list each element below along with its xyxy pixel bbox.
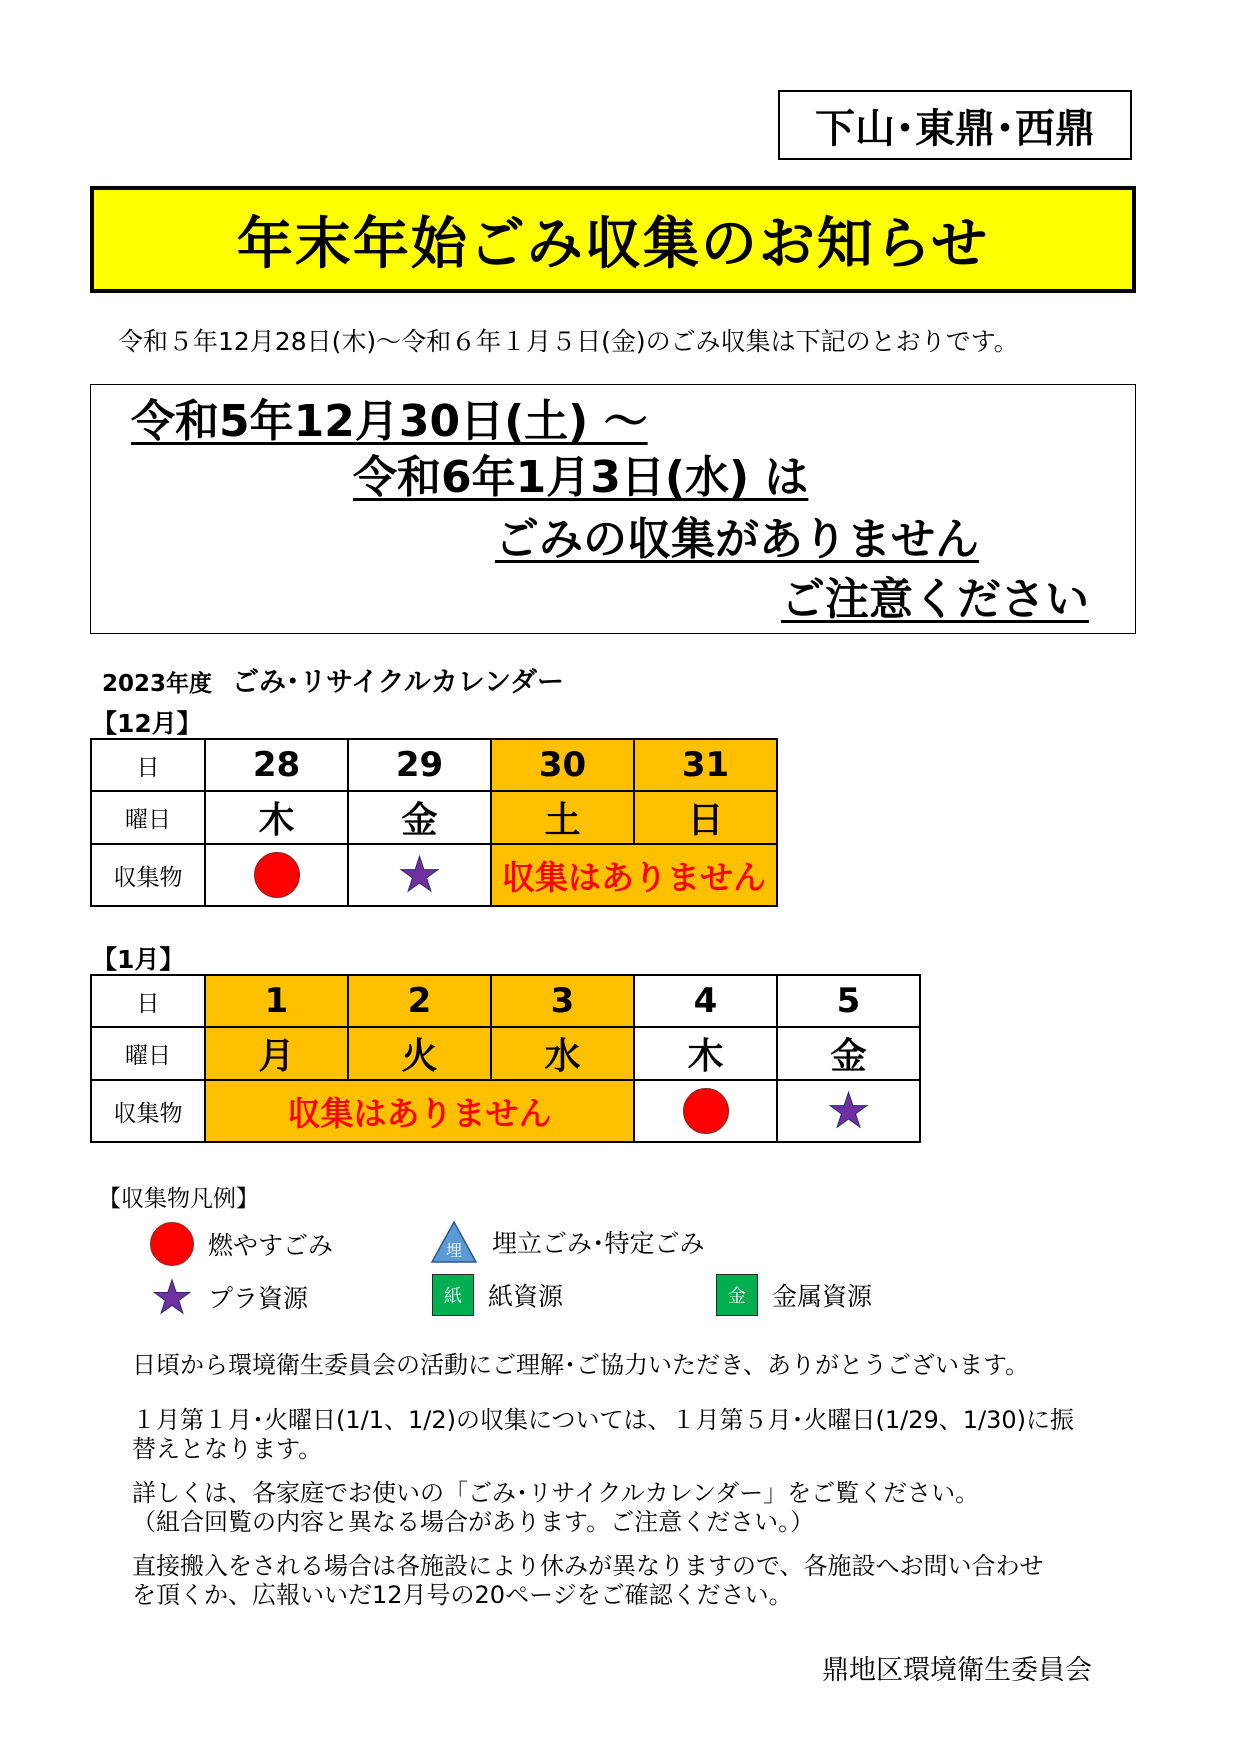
january-weekday: 金 — [777, 1027, 920, 1080]
plastic-star-icon: ★ — [826, 1083, 871, 1139]
january-day: 3 — [491, 975, 634, 1027]
paragraph-details-2: （組合回覧の内容と異なる場合があります。ご注意ください。） — [132, 1508, 815, 1536]
notice-line-1: 令和5年12月30日(土) ～ — [131, 396, 648, 447]
legend-paper — [432, 1274, 563, 1316]
paragraph-reschedule-1: １月第１月･火曜日(1/1、1/2)の収集については、１月第５月･火曜日(1/29、1/30)に振 — [132, 1406, 1075, 1434]
burnable-icon — [254, 852, 300, 898]
paper-square-icon: 紙 — [432, 1274, 474, 1316]
paragraph-direct-2: を頂くか、広報いいだ12月号の20ページをご確認ください。 — [132, 1581, 793, 1609]
intro-text: 令和５年12月28日(木)～令和６年１月５日(金)のごみ収集は下記のとおりです。 — [118, 327, 1019, 356]
row-label-weekday: 曜日 — [91, 1027, 205, 1080]
calendar-name: ごみ･リサイクルカレンダー — [232, 667, 564, 698]
january-table — [90, 974, 921, 1143]
january-day: 2 — [348, 975, 491, 1027]
january-weekday: 木 — [634, 1027, 777, 1080]
legend-burnable — [150, 1222, 333, 1266]
january-item-cell — [777, 1080, 920, 1142]
row-label-weekday: 曜日 — [91, 791, 205, 844]
burnable-icon — [683, 1088, 729, 1134]
december-item-cell — [348, 844, 491, 906]
december-item-cell — [205, 844, 348, 906]
december-weekday: 日 — [634, 791, 777, 844]
legend-plastic — [150, 1270, 309, 1324]
december-no-collection: 収集はありません — [491, 844, 777, 906]
january-label: 【1月】 — [92, 945, 185, 974]
december-day: 31 — [634, 739, 777, 791]
row-label-items: 収集物 — [91, 1080, 205, 1142]
january-day: 5 — [777, 975, 920, 1027]
page-title: 年末年始ごみ収集のお知らせ — [90, 186, 1136, 293]
december-day: 29 — [348, 739, 491, 791]
notice-line-4: ご注意ください — [781, 574, 1089, 625]
notice-line-2: 令和6年1月3日(水) は — [353, 452, 809, 503]
january-weekday: 火 — [348, 1027, 491, 1080]
notice-box — [90, 384, 1136, 634]
row-label-day: 日 — [91, 739, 205, 791]
calendar-title — [102, 660, 564, 699]
december-weekday: 木 — [205, 791, 348, 844]
legend-metal — [716, 1274, 872, 1316]
december-day: 30 — [491, 739, 634, 791]
triangle-icon — [430, 1220, 478, 1264]
january-day: 4 — [634, 975, 777, 1027]
footer-organization: 鼎地区環境衛生委員会 — [822, 1655, 1092, 1686]
calendar-year: 2023年度 — [102, 671, 213, 697]
january-no-collection: 収集はありません — [205, 1080, 634, 1142]
january-item-cell — [634, 1080, 777, 1142]
purple-star-icon: ★ — [151, 1270, 193, 1324]
paragraph-thanks: 日頃から環境衛生委員会の活動にご理解･ご協力いただき、ありがとうございます。 — [132, 1351, 1030, 1379]
paragraph-direct-1: 直接搬入をされる場合は各施設により休みが異なりますので、各施設へお問い合わせ — [132, 1552, 1044, 1580]
december-day: 28 — [205, 739, 348, 791]
legend-metal-label: 金属資源 — [772, 1282, 873, 1311]
area-label: 下山･東鼎･西鼎 — [778, 90, 1132, 160]
legend-plastic-label: プラ資源 — [208, 1284, 309, 1313]
december-table — [90, 738, 778, 907]
december-weekday: 土 — [491, 791, 634, 844]
triangle-icon-glyph: 埋 — [445, 1241, 462, 1260]
row-label-day: 日 — [91, 975, 205, 1027]
row-label-items: 収集物 — [91, 844, 205, 906]
plastic-star-icon: ★ — [397, 847, 442, 903]
legend-title: 【収集物凡例】 — [98, 1186, 259, 1212]
notice-line-3: ごみの収集がありません — [495, 514, 979, 565]
paragraph-reschedule-2: 替えとなります。 — [132, 1435, 323, 1463]
january-weekday: 月 — [205, 1027, 348, 1080]
legend-landfill — [430, 1220, 705, 1264]
red-circle-icon — [150, 1222, 194, 1266]
january-day: 1 — [205, 975, 348, 1027]
metal-square-icon: 金 — [716, 1274, 758, 1316]
january-weekday: 水 — [491, 1027, 634, 1080]
paragraph-details-1: 詳しくは、各家庭でお使いの「ごみ･リサイクルカレンダー」をご覧ください。 — [132, 1479, 980, 1507]
december-label: 【12月】 — [92, 709, 202, 738]
legend-paper-label: 紙資源 — [488, 1282, 564, 1311]
legend-landfill-label: 埋立ごみ･特定ごみ — [492, 1229, 705, 1258]
legend-burnable-label: 燃やすごみ — [208, 1231, 334, 1260]
december-weekday: 金 — [348, 791, 491, 844]
